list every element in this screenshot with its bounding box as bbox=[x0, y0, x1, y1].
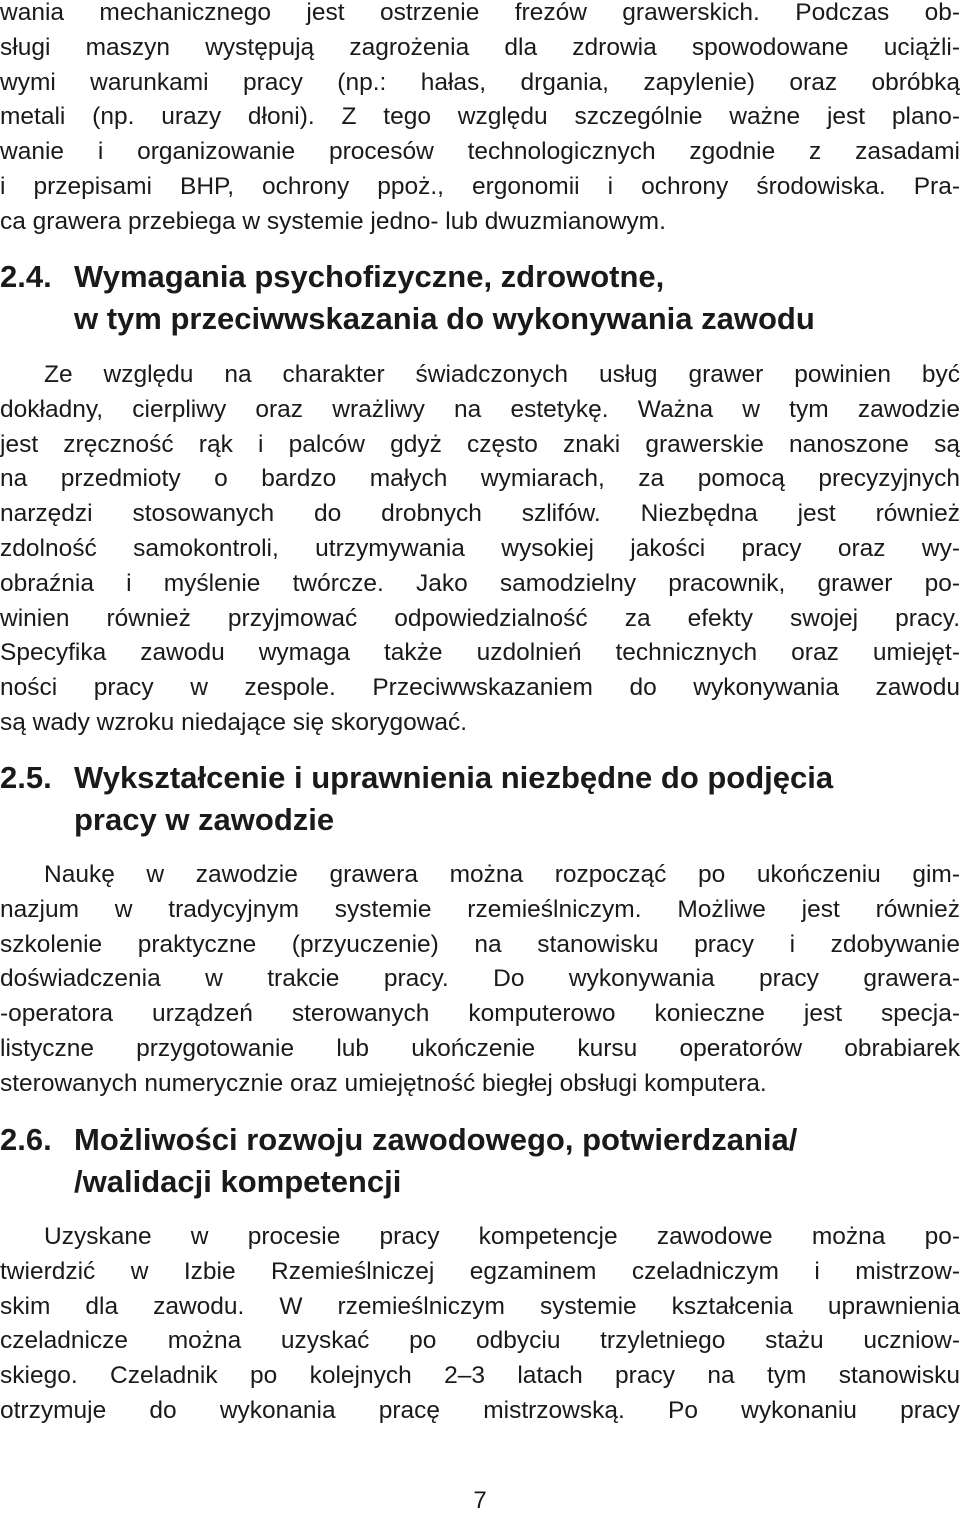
text-line: sługi maszyn występują zagrożenia dla zdrowia spowodowane uciążli- bbox=[0, 33, 960, 61]
page-number: 7 bbox=[473, 1487, 487, 1514]
section-2-4-paragraph bbox=[0, 358, 960, 741]
intro-paragraph bbox=[0, 0, 960, 240]
section-number: 2.4. bbox=[0, 259, 52, 294]
text-line: narzędzi stosowanych do drobnych szlifów. Niezbędna jest również bbox=[0, 500, 960, 528]
section-number: 2.5. bbox=[0, 760, 52, 795]
text-line: listyczne przygotowanie lub ukończenie kursu operatorów obrabiarek bbox=[0, 1034, 960, 1062]
text-line: ca grawera przebiega w systemie jedno- lub dwuzmianowym. bbox=[0, 207, 666, 235]
text-line: szkolenie praktyczne (przyuczenie) na stanowisku pracy i zdobywanie bbox=[0, 930, 960, 958]
text-line: Specyfika zawodu wymaga także uzdolnień technicznych oraz umiejęt- bbox=[0, 639, 960, 667]
text-line: metali (np. urazy dłoni). Z tego względu szczególnie ważne jest plano- bbox=[0, 103, 960, 131]
text-line: wymi warunkami pracy (np.: hałas, drgania, zapylenie) oraz obróbką bbox=[0, 68, 960, 96]
text-line: dokładny, cierpliwy oraz wrażliwy na estetykę. Ważna w tym zawodzie bbox=[0, 395, 960, 423]
text-line: wanie i organizowanie procesów technologicznych zgodnie z zasadami bbox=[0, 138, 960, 166]
section-2-6-paragraph bbox=[0, 1220, 960, 1429]
text-line: ności pracy w zespole. Przeciwwskazaniem do wykonywania zawodu bbox=[0, 674, 960, 702]
section-heading-2-5 bbox=[0, 757, 960, 841]
text-line: wania mechanicznego jest ostrzenie frezów grawerskich. Podczas ob- bbox=[0, 0, 960, 26]
section-title-line: Wymagania psychofizyczne, zdrowotne, bbox=[74, 259, 665, 294]
text-line: otrzymuje do wykonania pracę mistrzowską. Po wykonaniu pracy bbox=[0, 1396, 960, 1424]
section-heading-2-6 bbox=[0, 1119, 960, 1203]
text-line: nazjum w tradycyjnym systemie rzemieślniczym. Możliwe jest również bbox=[0, 895, 960, 923]
text-line: winien również przyjmować odpowiedzialność za efekty swojej pracy. bbox=[0, 604, 960, 632]
text-line: -operatora urządzeń sterowanych komputerowo konieczne jest specja- bbox=[0, 1000, 960, 1028]
section-title-line: /walidacji kompetencji bbox=[74, 1164, 402, 1199]
text-line: skim dla zawodu. W rzemieślniczym systemie kształcenia uprawnienia bbox=[0, 1292, 960, 1320]
text-line: twierdzić w Izbie Rzemieślniczej egzaminem czeladniczym i mistrzow- bbox=[0, 1257, 960, 1285]
section-title-line: Możliwości rozwoju zawodowego, potwierdzania/ bbox=[74, 1122, 798, 1157]
text-line: Ze względu na charakter świadczonych usług grawer powinien być bbox=[44, 361, 960, 388]
section-2-5-paragraph bbox=[0, 858, 960, 1102]
text-line: są wady wzroku niedające się skorygować. bbox=[0, 708, 468, 736]
text-line: doświadczenia w trakcie pracy. Do wykonywania pracy grawera- bbox=[0, 965, 960, 993]
section-number: 2.6. bbox=[0, 1122, 52, 1157]
section-heading-2-4 bbox=[0, 256, 960, 340]
text-line: Naukę w zawodzie grawera można rozpocząć po ukończeniu gim- bbox=[44, 861, 960, 888]
section-title-line: pracy w zawodzie bbox=[74, 802, 335, 837]
text-line: zdolność samokontroli, utrzymywania wysokiej jakości pracy oraz wy- bbox=[0, 534, 960, 562]
text-line: na przedmioty o bardzo małych wymiarach, za pomocą precyzyjnych bbox=[0, 465, 960, 493]
text-line: sterowanych numerycznie oraz umiejętność biegłej obsługi komputera. bbox=[0, 1069, 767, 1097]
text-line: czeladnicze można uzyskać po odbyciu trzyletniego stażu uczniow- bbox=[0, 1327, 960, 1355]
text-line: obraźnia i myślenie twórcze. Jako samodzielny pracownik, grawer po- bbox=[0, 569, 960, 597]
text-line: Uzyskane w procesie pracy kompetencje zawodowe można po- bbox=[44, 1223, 960, 1250]
section-title-line: Wykształcenie i uprawnienia niezbędne do podjęcia bbox=[74, 760, 834, 795]
section-title-line: w tym przeciwwskazania do wykonywania zawodu bbox=[74, 301, 815, 336]
text-line: skiego. Czeladnik po kolejnych 2–3 latach pracy na tym stanowisku bbox=[0, 1362, 960, 1390]
text-line: i przepisami BHP, ochrony ppoż., ergonomii i ochrony środowiska. Pra- bbox=[0, 172, 960, 200]
text-line: jest zręczność rąk i palców gdyż często znaki grawerskie nanoszone są bbox=[0, 430, 960, 458]
